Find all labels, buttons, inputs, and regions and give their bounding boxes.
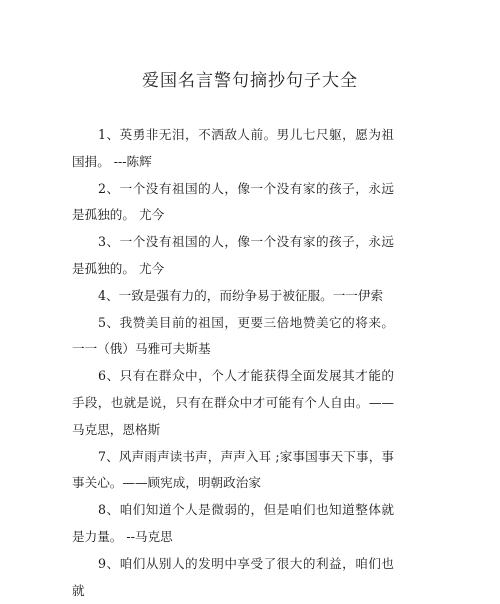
quote-paragraph-6: 6、只有在群众中，个人才能获得全面发展其才能的手段，也就是说，只有在群众中才可能有个人自由。——马克思，恩格斯 [72, 368, 394, 437]
quote-paragraph-8: 8、咱们知道个人是微弱的，但是咱们也知道整体就是力量。 --马克思 [72, 502, 394, 544]
quote-paragraph-1: 1、英勇非无泪，不洒敌人前。男儿七尺躯，愿为祖国捐。 ---陈辉 [72, 127, 394, 169]
document-body [72, 122, 394, 604]
quote-paragraph-7: 7、风声雨声读书声，声声入耳 ;家事国事天下事，事事关心。——顾宪成，明朝政治家 [72, 448, 394, 491]
quote-paragraph-2: 2、一个没有祖国的人，像一个没有家的孩子，永远是孤独的。 尤今 [72, 180, 394, 223]
quote-paragraph-4: 4、一致是强有力的，而纷争易于被征服。一一伊索 [98, 287, 384, 303]
document-title: 爱国名言警句摘抄句子大全 [142, 71, 358, 91]
quote-paragraph-5: 5、我赞美目前的祖国，更要三倍地赞美它的将来。一一（俄）马雅可夫斯基 [72, 314, 394, 357]
quote-paragraph-3: 3、一个没有祖国的人，像一个没有家的孩子，永远是孤独的。 尤今 [72, 234, 394, 276]
quote-paragraph-9: 9、咱们从别人的发明中享受了很大的利益，咱们也就 [72, 555, 394, 598]
